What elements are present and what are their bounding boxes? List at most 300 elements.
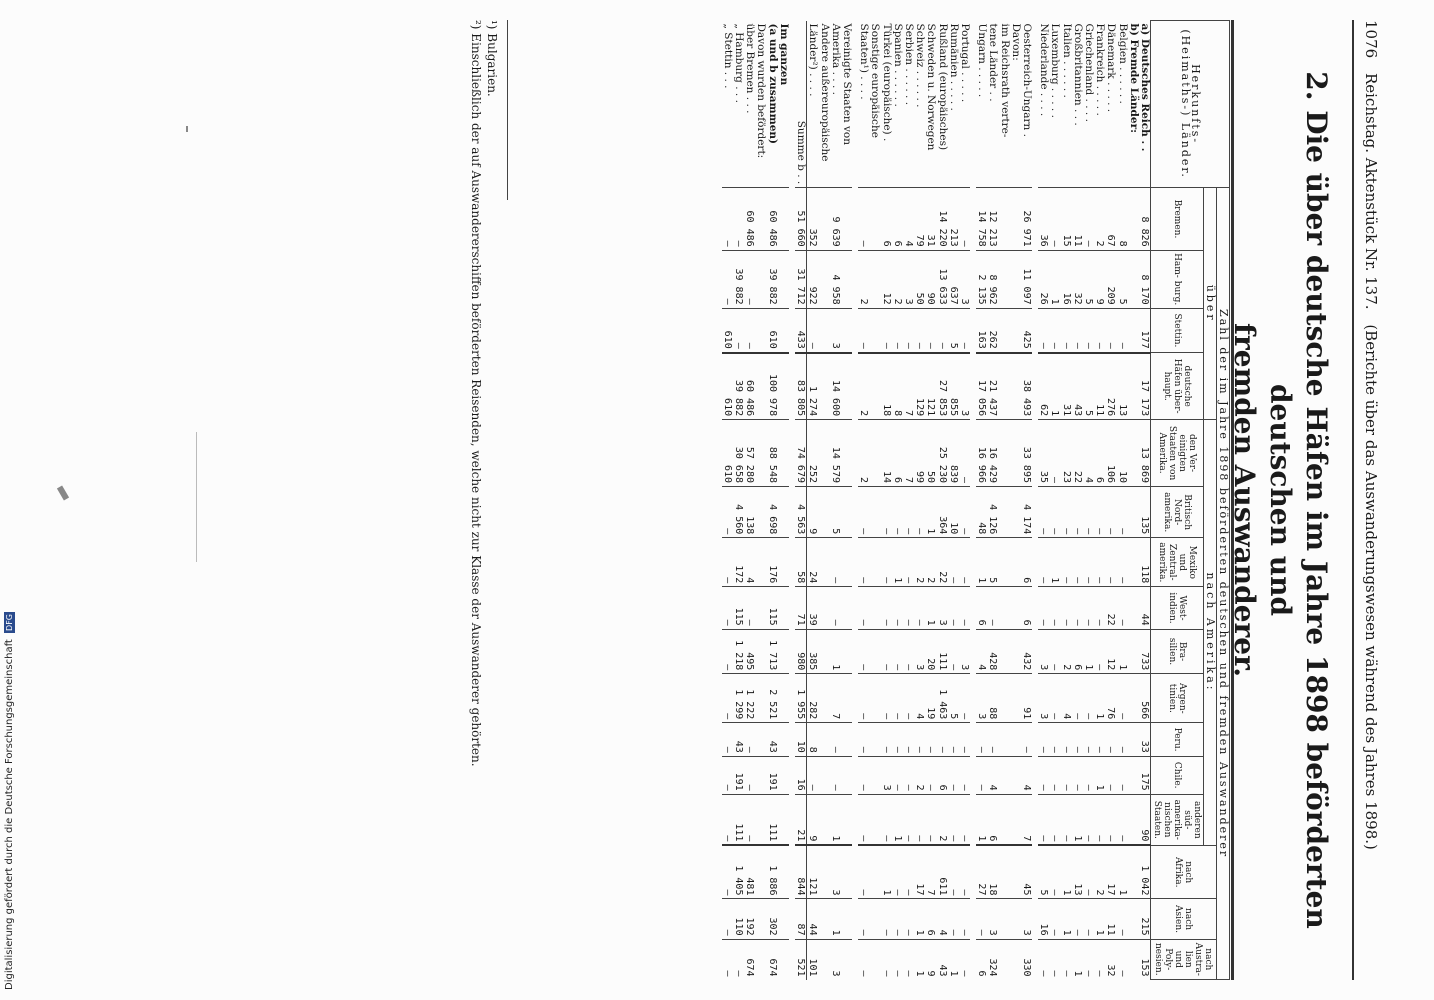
table-cell: 16 966 [976,420,987,487]
table-row [903,21,914,980]
table-cell: 674 [744,939,755,979]
table-cell: 3 [880,756,891,794]
row-label: Türkei (europäische) . [880,23,893,142]
table-cell: 11 [1105,899,1116,939]
table-cell [841,723,852,756]
table-cell: 1 [1060,899,1071,939]
scan-line [196,432,197,562]
table-cell [1010,794,1021,845]
table-cell: 14 600 [830,353,841,420]
table-cell: — [1038,538,1049,587]
table-cell: — [1060,756,1071,794]
table-cell: — [987,723,998,756]
table-cell [755,756,766,794]
table-cell [998,723,1009,756]
table-cell [1128,674,1139,723]
table-cell: 163 [976,308,987,353]
table-cell: — [1060,723,1071,756]
table-cell [818,939,829,979]
table-cell: 566 [1139,674,1151,723]
table-cell: — [722,756,733,794]
table-cell: 43 [936,939,947,979]
table-cell: 3 [959,629,970,674]
table-cell: 1 [880,845,891,899]
table-cell: — [936,723,947,756]
table-cell [841,629,852,674]
table-cell: — [1072,308,1083,353]
col-header-8: Bra- silien. [1151,629,1204,674]
table-cell [755,845,766,899]
table-row [1139,21,1151,980]
table-cell: — [892,756,903,794]
table-cell: 14 758 [976,188,987,250]
table-cell: 24 [807,538,819,587]
table-cell: 844 [795,845,807,899]
table-row [722,21,733,980]
table-cell: 1 [1094,756,1105,794]
row-label: „ Hamburg . . . [733,23,746,103]
table-cell: 121 [807,845,819,899]
table-cell: 2 [1094,845,1105,899]
table-cell: — [1083,845,1094,899]
table-cell: 6 [892,420,903,487]
title-line-1: 2. Die über deutsche Häfen im Jahre 1898 beförderten deutschen und [1264,71,1333,929]
table-cell: 27 853 [936,353,947,420]
table-cell [778,353,789,420]
table-cell: 22 [1105,587,1116,629]
table-cell: — [858,629,869,674]
table-cell: 1 [1049,250,1060,308]
table-cell: — [1094,794,1105,845]
table-cell [755,723,766,756]
table-cell: — [1094,538,1105,587]
table-cell: — [858,723,869,756]
table-cell: — [914,794,925,845]
table-cell: — [1049,629,1060,674]
table-cell: 39 [807,587,819,629]
table-row [767,21,778,980]
table-cell: 1 [1116,845,1127,899]
table-row [841,21,852,980]
table-cell: 6 [936,756,947,794]
table-cell: 38 493 [1021,353,1032,420]
row-label: Luxemburg . . . . . [1049,23,1062,118]
header-rule [1352,20,1354,980]
table-cell: — [959,308,970,353]
table-cell: 58 [795,538,807,587]
row-label: Italien . . . . . . [1060,23,1073,98]
table-cell: — [903,723,914,756]
source-reference: Reichstag. Aktenstück Nr. 137. [1362,72,1380,310]
col-header-6: Mexiko und Zentral- amerika. [1151,538,1204,587]
table-cell: 12 213 [987,188,998,250]
table-row [818,21,829,980]
table-cell: — [1116,899,1127,939]
table-cell: 11 097 [1021,250,1032,308]
table-cell: 111 [733,794,744,845]
table-cell: — [903,308,914,353]
emigrants-table [722,20,1230,980]
table-cell [778,250,789,308]
table-row [976,21,987,980]
table-cell: 51 660 [795,188,807,250]
table-cell: 10 [1116,420,1127,487]
table-cell: — [948,899,959,939]
table-cell [1128,939,1139,979]
table-cell: 6 [880,188,891,250]
scan-speck [57,485,69,500]
table-cell: 1 463 [936,674,947,723]
row-label: Griechenland . . . . [1082,23,1095,122]
table-cell: 5 [987,538,998,587]
table-cell: 100 978 [767,353,778,420]
table-cell [778,756,789,794]
table-cell: 610 [722,308,733,353]
table-cell: — [903,629,914,674]
table-cell: — [948,794,959,845]
table-cell: — [858,308,869,353]
table-cell: 855 [948,353,959,420]
table-cell: 4 698 [767,487,778,538]
table-cell: — [892,723,903,756]
table-cell [778,939,789,979]
table-cell: 276 [1105,353,1116,420]
table-cell: — [722,899,733,939]
table-cell: 3 [830,308,841,353]
table-cell: — [959,487,970,538]
col-header-12: anderen süd- amerika- nischen Staaten. [1151,794,1204,845]
table-cell: — [959,188,970,250]
table-cell: 3 [830,939,841,979]
table-cell: 9 [807,794,819,845]
table-cell: — [722,587,733,629]
row-label: Rumänien . . . . . [947,23,960,111]
table-row [1094,21,1105,980]
row-label: (a und b zusammen) [766,23,779,145]
table-cell [1128,845,1139,899]
footnote-rule [507,20,508,200]
table-cell: 26 [1038,250,1049,308]
footnotes [468,20,500,980]
table-cell: — [1049,845,1060,899]
table-cell: 2 [1060,629,1071,674]
table-row [892,21,903,980]
table-cell: — [903,674,914,723]
table-cell: 99 [914,420,925,487]
table-cell: — [903,939,914,979]
table-cell: — [959,420,970,487]
table-cell: — [858,538,869,587]
table-cell: 20 [925,629,936,674]
table-cell: 115 [767,587,778,629]
table-cell [1010,308,1021,353]
table-cell: 3 [976,674,987,723]
table-cell: 1 [1116,629,1127,674]
table-cell: 215 [1139,899,1151,939]
table-cell: 90 [925,250,936,308]
table-cell [755,308,766,353]
row-label: Länder²) . . . . [807,23,820,97]
table-cell: 3 [1038,629,1049,674]
row-label: im Reichsrath vertre- [998,23,1011,138]
table-cell [755,794,766,845]
table-cell: — [892,308,903,353]
row-label: Staaten¹) . . . . [858,23,871,100]
table-cell: — [1072,487,1083,538]
table-cell [841,250,852,308]
table-row [744,21,755,980]
row-label: a) Deutsches Reich . . [1139,23,1151,152]
table-cell: 1 405 [733,845,744,899]
table-cell: 1 713 [767,629,778,674]
group-header: Zahl der im Jahre 1898 beförderten deutschen und fremden Auswanderer [1217,188,1230,980]
table-cell: — [976,723,987,756]
table-cell: 13 [1072,845,1083,899]
table-cell [818,538,829,587]
table-cell: — [1083,899,1094,939]
table-cell: 1 [892,538,903,587]
table-cell: 175 [1139,756,1151,794]
table-cell: 2 [858,420,869,487]
digitization-credit [4,612,15,990]
table-cell: 10 [948,487,959,538]
table-cell: — [722,794,733,845]
table-cell: 10 [795,723,807,756]
table-cell: 4 560 [733,487,744,538]
table-cell: 481 [744,845,755,899]
table-cell [818,794,829,845]
row-label: über Bremen . . . [744,23,757,114]
table-cell: 8 170 [1139,250,1151,308]
table-cell [1010,487,1021,538]
table-cell: — [948,723,959,756]
table-cell: 4 [976,629,987,674]
table-cell: — [880,629,891,674]
table-cell [869,674,880,723]
table-cell: 352 [807,188,819,250]
table-cell: 3 [1038,674,1049,723]
table-cell: 6 [976,939,987,979]
table-cell: 110 [733,899,744,939]
table-cell: 1 [830,629,841,674]
table-cell [998,538,1009,587]
table-cell [869,939,880,979]
table-cell: 4 563 [795,487,807,538]
table-cell: 19 [925,674,936,723]
table-cell: — [880,899,891,939]
table-cell: — [1083,308,1094,353]
table-cell: 8 [807,723,819,756]
row-label: Rußland (europäisches) [936,23,949,151]
table-cell: — [1038,308,1049,353]
table-row [959,21,970,980]
row-label: Sonstige europäische [869,23,882,138]
table-cell: — [959,899,970,939]
table-cell: — [936,308,947,353]
table-cell [998,939,1009,979]
table-cell: 83 805 [795,353,807,420]
table-cell: 22 [1072,420,1083,487]
table-cell: 3 [914,629,925,674]
table-cell [818,629,829,674]
table-cell: — [1116,939,1127,979]
table-row [858,21,869,980]
table-cell: 2 [858,353,869,420]
table-cell: 610 [722,420,733,487]
table-cell: — [722,487,733,538]
table-cell: 14 220 [936,188,947,250]
table-cell: 13 [1116,353,1127,420]
table-cell: 12 [1105,629,1116,674]
table-cell: 7 [830,674,841,723]
rotated-page-content [360,20,1380,980]
table-row [1038,21,1049,980]
table-cell: — [1105,538,1116,587]
table-cell: — [830,538,841,587]
table-cell: 7 [1021,794,1032,845]
table-cell: 2 [914,538,925,587]
table-cell [755,587,766,629]
table-cell: — [722,188,733,250]
table-cell: — [1060,939,1071,979]
table-cell: 16 [795,756,807,794]
table-cell: — [1116,674,1127,723]
table-row [1010,21,1021,980]
table-row [1083,21,1094,980]
row-label: Portugal . . . . . [958,23,971,103]
table-cell: — [722,939,733,979]
table-cell: 432 [1021,629,1032,674]
row-label: Im ganzen [777,23,790,86]
table-cell: 176 [767,538,778,587]
table-cell: 9 [1094,250,1105,308]
table-cell: 252 [807,420,819,487]
table-cell: — [892,899,903,939]
table-cell [755,674,766,723]
table-cell: 9 [807,487,819,538]
table-cell [998,674,1009,723]
table-cell: — [1105,794,1116,845]
table-cell [998,487,1009,538]
table-cell [1128,250,1139,308]
table-cell: — [880,538,891,587]
col-afrika-header: nach Afrika. [1151,845,1217,899]
table-cell [778,587,789,629]
table-cell [1010,420,1021,487]
table-cell: — [880,308,891,353]
table-cell: 8 [892,353,903,420]
table-cell: 115 [733,587,744,629]
table-cell: 50 [914,250,925,308]
table-cell: 1 886 [767,845,778,899]
table-cell: — [959,939,970,979]
table-cell: — [1021,723,1032,756]
table-cell: — [1060,308,1071,353]
table-cell [998,188,1009,250]
table-cell: — [925,308,936,353]
table-cell: — [1083,723,1094,756]
table-cell: 4 126 [987,487,998,538]
table-cell: 43 [767,723,778,756]
table-cell: 2 [892,250,903,308]
table-cell: 177 [1139,308,1151,353]
table-cell: 330 [1021,939,1032,979]
table-cell: 39 882 [733,353,744,420]
table-cell: — [880,723,891,756]
table-cell: — [903,845,914,899]
table-cell: 191 [767,756,778,794]
table-cell: 4 958 [830,250,841,308]
table-row [1049,21,1060,980]
table-cell: 5 [830,487,841,538]
table-cell: — [722,250,733,308]
table-cell: 67 [1105,188,1116,250]
table-cell: 60 486 [767,188,778,250]
running-header [1356,20,1380,980]
col-header-7: West- indien. [1151,587,1204,629]
table-cell: — [1038,723,1049,756]
table-cell [1010,674,1021,723]
table-cell: — [1094,939,1105,979]
table-cell: 14 [880,420,891,487]
table-cell: 4 [914,674,925,723]
col-header-5: Britisch Nord- amerika. [1151,487,1204,538]
table-cell: 610 [722,353,733,420]
table-cell [841,420,852,487]
table-cell [778,487,789,538]
table-cell: 60 486 [744,188,755,250]
table-cell: — [1038,794,1049,845]
table-cell: — [987,587,998,629]
table-cell [1128,899,1139,939]
table-cell: — [1038,587,1049,629]
table-cell: — [1083,756,1094,794]
table-cell: — [858,899,869,939]
table-cell [1010,587,1021,629]
table-cell: 39 882 [767,250,778,308]
table-cell: 6 [976,587,987,629]
table-cell: 324 [987,939,998,979]
table-cell: — [880,587,891,629]
table-cell [1128,188,1139,250]
table-cell: 5 [1038,845,1049,899]
table-row [1116,21,1127,980]
table-cell: 4 [1060,674,1071,723]
header-subtitle: (Berichte über das Auswanderungswesen während des Jahres 1898.) [1362,324,1380,850]
table-cell: — [1105,487,1116,538]
table-cell [841,538,852,587]
table-cell [755,487,766,538]
col-header-2: Stettin. [1151,308,1204,353]
table-cell [869,587,880,629]
table-cell: — [1105,756,1116,794]
col-header-10: Peru. [1151,723,1204,756]
table-cell [778,794,789,845]
table-cell: 1 [914,899,925,939]
table-cell: — [858,794,869,845]
table-cell: — [1083,674,1094,723]
table-cell: 1 [1083,629,1094,674]
table-cell: 364 [936,487,947,538]
table-cell: 50 [925,420,936,487]
table-cell: — [807,308,819,353]
table-cell [1128,420,1139,487]
table-cell: 6 [987,794,998,845]
table-cell: — [744,587,755,629]
dfg-logo: DFG [5,614,14,631]
table-cell: 839 [948,420,959,487]
table-cell: — [1049,188,1060,250]
